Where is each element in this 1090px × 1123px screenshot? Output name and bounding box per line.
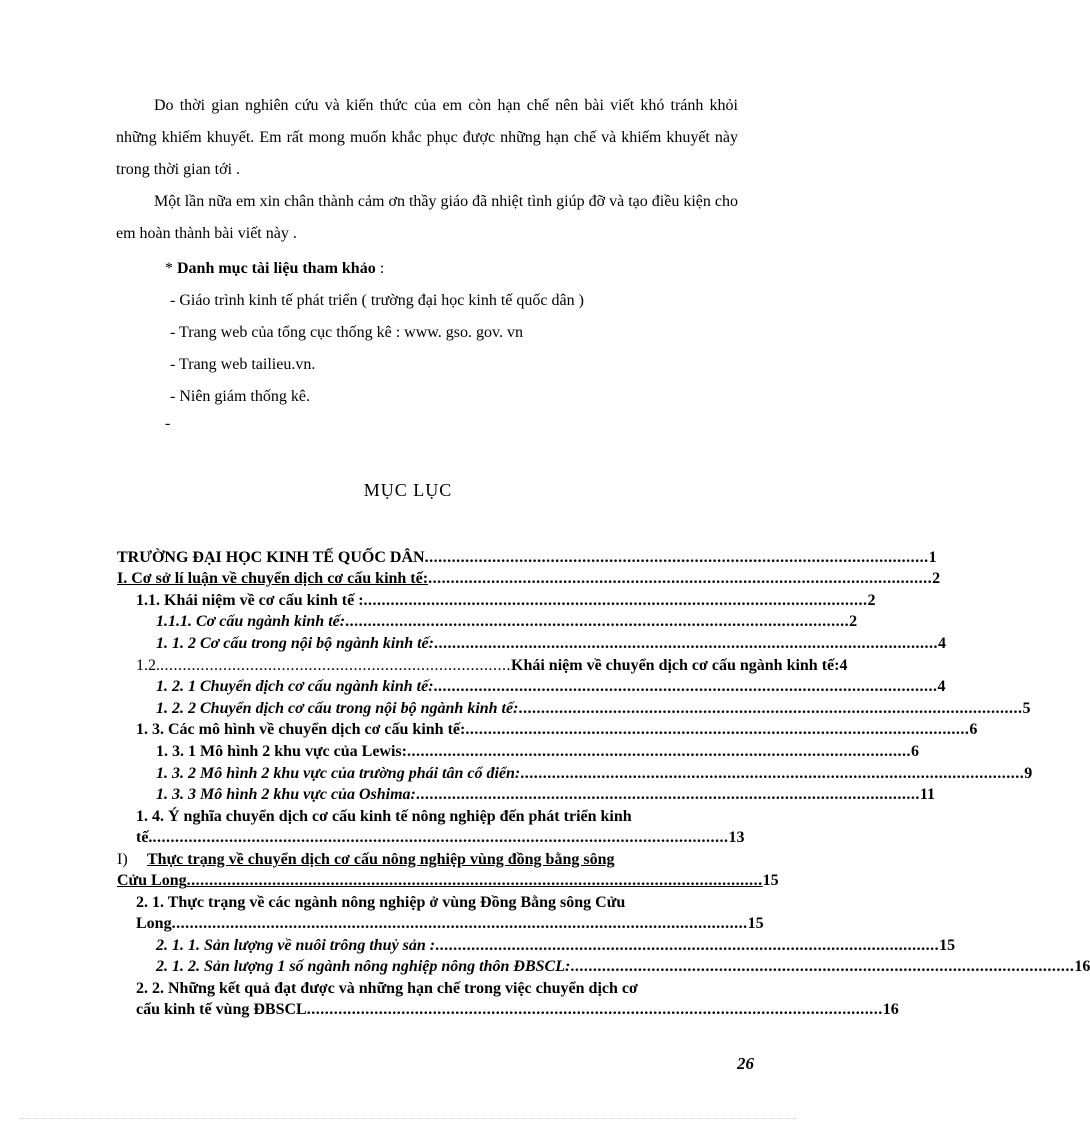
toc-entry-continued[interactable]: cấu kinh tế vùng ĐBSCL ................................................................................................................................ 16 [136,1001,899,1018]
toc-entry[interactable]: I) Thực trạng về chuyển dịch cơ cấu nông nghiệp vùng đồng bằng sông [117,851,615,868]
toc-entry[interactable]: 2. 2. Những kết quả đạt được và những hạn chế trong việc chuyển dịch cơ [136,980,638,997]
toc-entry[interactable]: 1. 2. 1 Chuyển dịch cơ cấu ngành kinh tế: ................................................................................................................ 4 [156,678,946,695]
toc-entry-continued[interactable]: Long ................................................................................................................................ 15 [136,915,764,932]
toc-title: MỤC LỤC [363,480,453,500]
closing-paragraph-2: Một lần nữa em xin chân thành cảm ơn thầy giáo đã nhiệt tình giúp đỡ và tạo điều kiện cho em hoàn thành bài viết này . [116,193,738,242]
toc-entry[interactable]: 1. 3. 2 Mô hình 2 khu vực của trường phái tân cổ điển: ................................................................................................................ 9 [156,765,1033,782]
reference-item: - Giáo trình kinh tế phát triển ( trường đại học kinh tế quốc dân ) [170,292,584,309]
toc-entry[interactable]: 2. 1. 1. Sản lượng về nuôi trông thuỷ sản : ................................................................................................................ 15 [156,937,956,954]
toc-entry[interactable]: 1. 3. 3 Mô hình 2 khu vực của Oshima: ................................................................................................................ 11 [156,786,935,803]
toc-entry[interactable]: 1. 3. Các mô hình về chuyển dịch cơ cấu kinh tế: ................................................................................................................ 6 [136,721,978,738]
reference-item: - Trang web tailieu.vn. [170,356,316,373]
toc-entry[interactable]: TRƯỜNG ĐẠI HỌC KINH TẾ QUỐC DÂN ................................................................................................................ 1 [117,549,937,566]
toc-entry[interactable]: 1. 1. 2 Cơ cấu trong nội bộ ngành kinh tế: ................................................................................................................ 4 [156,635,946,652]
toc-entry[interactable]: 1.1. Khái niệm về cơ cấu kinh tế : ................................................................................................................ 2 [136,592,876,609]
trailing-dash: - [165,415,171,432]
toc-entry[interactable]: 1. 2. 2 Chuyển dịch cơ cấu trong nội bộ ngành kinh tế: ................................................................................................................ 5 [156,700,1031,717]
toc-entry[interactable]: 1.1.1. Cơ cấu ngành kinh tế: ................................................................................................................ 2 [156,613,858,630]
toc-entry[interactable]: 2. 1. 2. Sản lượng 1 số ngành nông nghiệp nông thôn ĐBSCL: ................................................................................................................ 16 [156,958,1090,975]
toc-entry-continued[interactable]: tế. ................................................................................................................................ 13 [136,829,745,846]
toc-entry-continued[interactable]: Cửu Long ................................................................................................................................ 15 [117,872,779,889]
page-bottom-border [20,1118,796,1119]
toc-entry[interactable]: 1. 4. Ý nghĩa chuyển dịch cơ cấu kinh tế nông nghiệp đến phát triển kinh [136,808,632,825]
page-number: 26 [737,1054,754,1073]
toc-entry[interactable]: I. Cơ sở lí luận về chuyển dịch cơ cấu kinh tế: ................................................................................................................ 2 [117,570,941,587]
toc-entry[interactable]: 2. 1. Thực trạng về các ngành nông nghiệp ở vùng Đồng Bằng sông Cửu [136,894,626,911]
toc-entry[interactable]: 1.2. .............................................................................. Khái niệm về chuyển dịch cơ cấu ngành kinh tế: 4 [136,657,848,674]
reference-item: - Trang web của tổng cục thống kê : www. gso. gov. vn [170,324,523,341]
toc-entry[interactable]: 1. 3. 1 Mô hình 2 khu vực của Lewis: ................................................................................................................ 6 [156,743,919,760]
closing-paragraph-1: Do thời gian nghiên cứu và kiến thức của em còn hạn chế nên bài viết khó tránh khỏi những khiếm khuyết. Em rất mong muốn khắc phục được những hạn chế và khiếm khuyết này trong thời gian tới . [116,97,738,178]
reference-item: - Niên giám thống kê. [170,388,310,405]
references-heading: * Danh mục tài liệu tham khảo : [165,260,385,277]
